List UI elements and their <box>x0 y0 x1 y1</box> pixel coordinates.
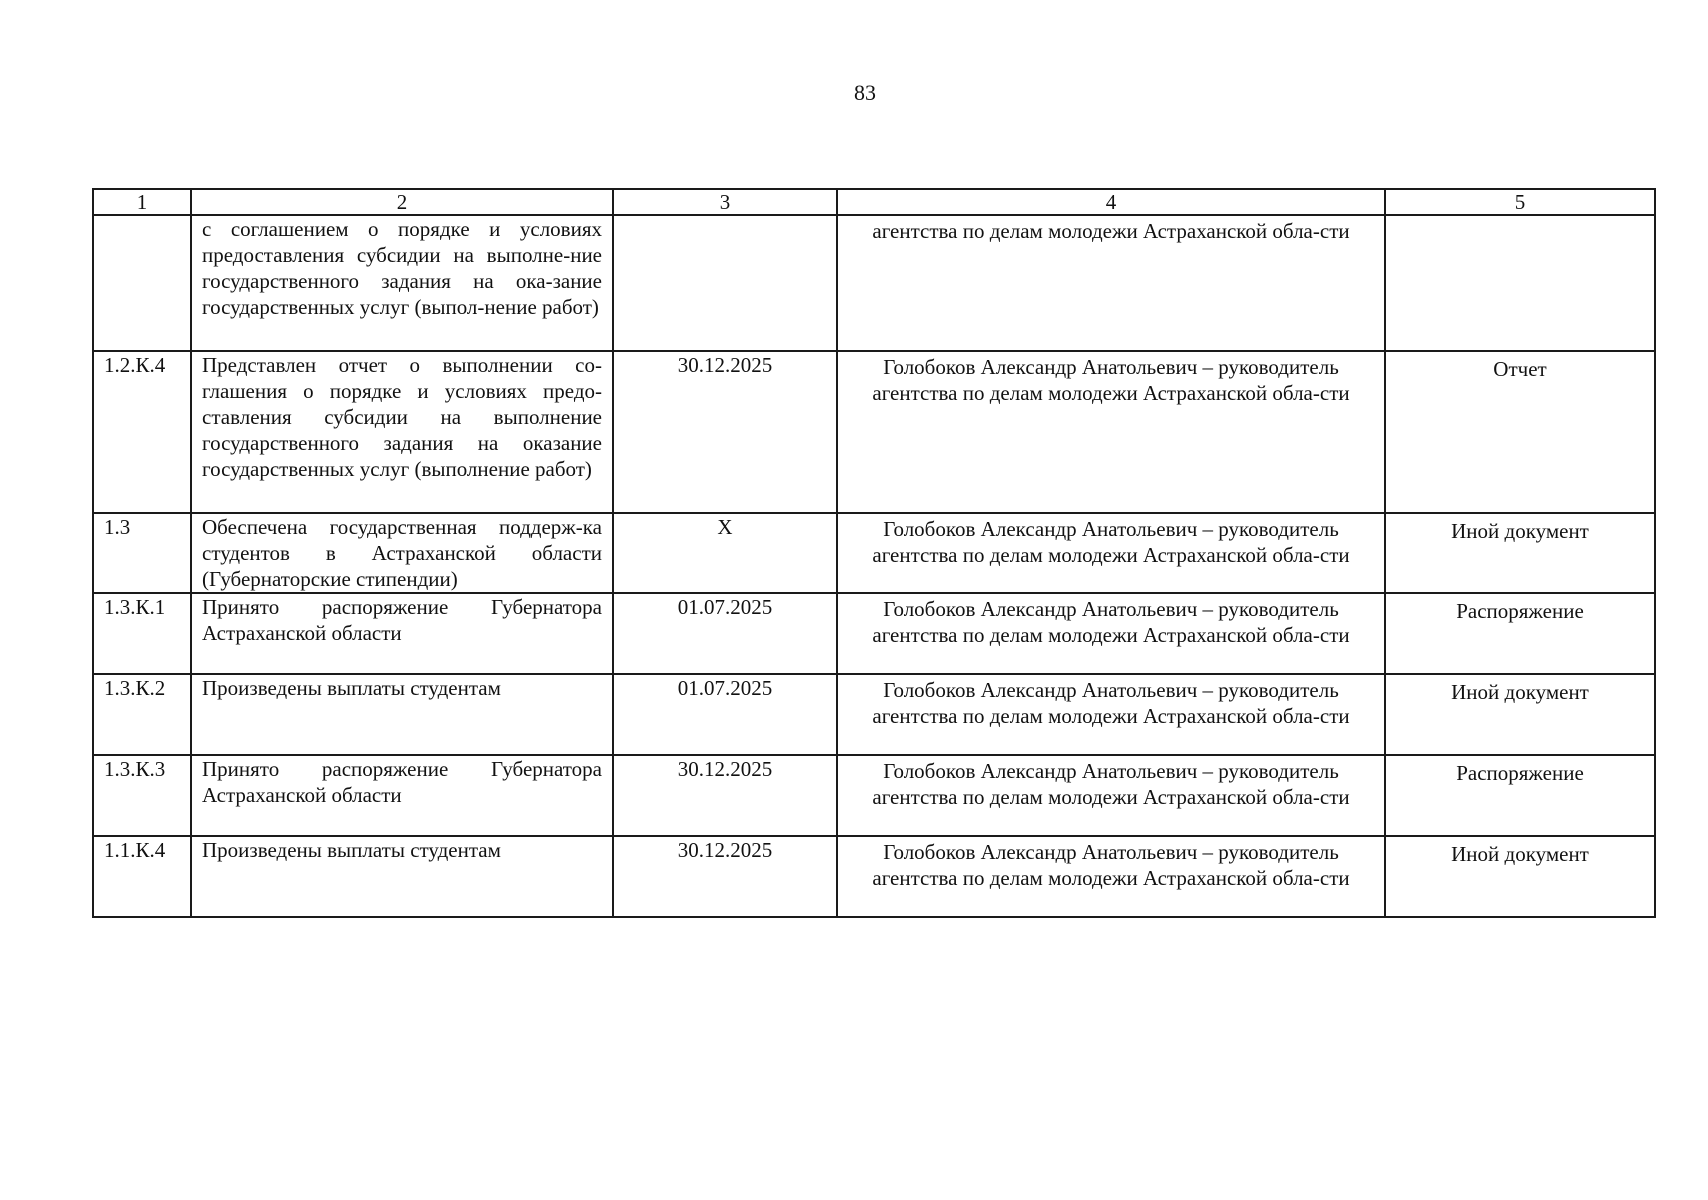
item-date: Х <box>613 513 837 593</box>
item-number: 1.3.К.2 <box>93 674 191 755</box>
table-header-row <box>93 189 1655 215</box>
plan-table <box>92 188 1656 918</box>
column-header: 5 <box>1385 189 1655 215</box>
item-number <box>93 215 191 351</box>
item-date: 01.07.2025 <box>613 674 837 755</box>
item-date: 30.12.2025 <box>613 351 837 513</box>
column-header: 4 <box>837 189 1385 215</box>
table-row <box>93 674 1655 755</box>
item-date <box>613 215 837 351</box>
table-row <box>93 215 1655 351</box>
item-document-type: Иной документ <box>1385 513 1655 593</box>
item-date: 30.12.2025 <box>613 755 837 836</box>
table-row <box>93 351 1655 513</box>
column-header: 1 <box>93 189 191 215</box>
item-description: Принято распоряжение Губернатора Астраханской области <box>191 755 613 836</box>
item-responsible: Голобоков Александр Анатольевич – руководитель агентства по делам молодежи Астраханской обла-сти <box>837 513 1385 593</box>
item-document-type: Отчет <box>1385 351 1655 513</box>
column-header: 2 <box>191 189 613 215</box>
table-row <box>93 593 1655 674</box>
item-description: Произведены выплаты студентам <box>191 836 613 917</box>
item-document-type <box>1385 215 1655 351</box>
item-responsible: Голобоков Александр Анатольевич – руководитель агентства по делам молодежи Астраханской обла-сти <box>837 836 1385 917</box>
item-number: 1.2.К.4 <box>93 351 191 513</box>
item-description: с соглашением о порядке и условиях предоставления субсидии на выполне-ние государственного задания на ока-зание государственных услуг (выпол-нение работ) <box>191 215 613 351</box>
item-document-type: Распоряжение <box>1385 755 1655 836</box>
item-number: 1.3 <box>93 513 191 593</box>
table-row <box>93 513 1655 593</box>
item-responsible: Голобоков Александр Анатольевич – руководитель агентства по делам молодежи Астраханской обла-сти <box>837 755 1385 836</box>
item-responsible: Голобоков Александр Анатольевич – руководитель агентства по делам молодежи Астраханской обла-сти <box>837 351 1385 513</box>
item-document-type: Иной документ <box>1385 836 1655 917</box>
table-row <box>93 836 1655 917</box>
item-document-type: Распоряжение <box>1385 593 1655 674</box>
item-description: Обеспечена государственная поддерж-ка студентов в Астраханской области (Губернаторские стипендии) <box>191 513 613 593</box>
item-description: Представлен отчет о выполнении со-глашения о порядке и условиях предо-ставления субсидии на выполнение государственного задания на оказание государственных услуг (выполнение работ) <box>191 351 613 513</box>
item-number: 1.1.К.4 <box>93 836 191 917</box>
page-number: 83 <box>854 80 876 105</box>
item-number: 1.3.К.3 <box>93 755 191 836</box>
item-responsible: Голобоков Александр Анатольевич – руководитель агентства по делам молодежи Астраханской обла-сти <box>837 674 1385 755</box>
column-header: 3 <box>613 189 837 215</box>
item-date: 30.12.2025 <box>613 836 837 917</box>
item-responsible: агентства по делам молодежи Астраханской обла-сти <box>837 215 1385 351</box>
item-date: 01.07.2025 <box>613 593 837 674</box>
item-description: Произведены выплаты студентам <box>191 674 613 755</box>
item-number: 1.3.К.1 <box>93 593 191 674</box>
item-description: Принято распоряжение Губернатора Астраханской области <box>191 593 613 674</box>
table-row <box>93 755 1655 836</box>
item-document-type: Иной документ <box>1385 674 1655 755</box>
item-responsible: Голобоков Александр Анатольевич – руководитель агентства по делам молодежи Астраханской обла-сти <box>837 593 1385 674</box>
